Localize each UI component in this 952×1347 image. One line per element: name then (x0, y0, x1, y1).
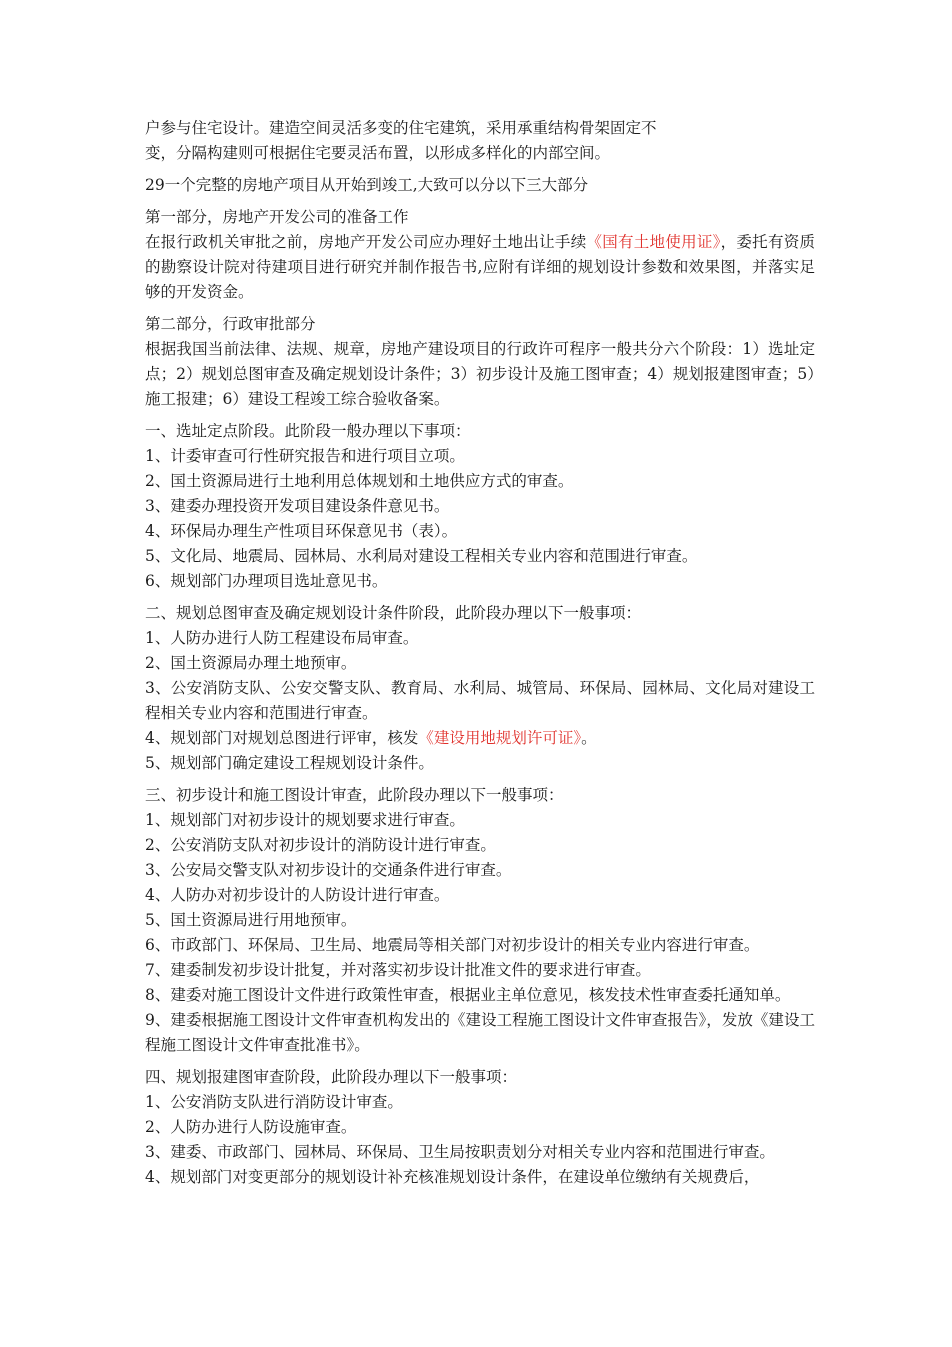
list-item: 5、规划部门确定建设工程规划设计条件。 (145, 754, 434, 772)
land-use-certificate-highlight: 《国有土地使用证》 (586, 233, 721, 251)
list-item: 3、公安消防支队、公安交警支队、教育局、水利局、城管局、环保局、园林局、文化局对建设工程相关专业内容和范围进行审查。 (145, 679, 815, 722)
stage3-section (145, 783, 815, 1058)
list-item: 2、国土资源局办理土地预审。 (145, 654, 357, 672)
list-item: 1、人防办进行人防工程建设布局审查。 (145, 629, 419, 647)
stage2-item4-after: 。 (581, 729, 597, 747)
part2-section (145, 312, 815, 412)
item-29 (145, 173, 815, 198)
list-item: 7、建委制发初步设计批复，并对落实初步设计批准文件的要求进行审查。 (145, 961, 651, 979)
list-item: 5、国土资源局进行用地预审。 (145, 911, 357, 929)
intro-line-1: 户参与住宅设计。建造空间灵活多变的住宅建筑，采用承重结构骨架固定不 (145, 119, 657, 137)
list-item: 4、规划部门对变更部分的规划设计补充核准规划设计条件，在建设单位缴纳有关规费后， (145, 1168, 760, 1186)
list-item: 4、环保局办理生产性项目环保意见书（表）。 (145, 522, 458, 540)
list-item: 4、人防办对初步设计的人防设计进行审查。 (145, 886, 450, 904)
list-item (145, 726, 815, 751)
part1-text-after: ，委托有资质的勘察设计院对待建项目进行研究并制作报告书,应附有详细的规划设计参数和效果图，并落实足够的开发资金。 (145, 233, 815, 301)
list-item: 6、规划部门办理项目选址意见书。 (145, 572, 388, 590)
stage1-heading: 一、选址定点阶段。此阶段一般办理以下事项： (145, 422, 471, 440)
stage1-section (145, 419, 815, 594)
list-item: 3、建委、市政部门、园林局、环保局、卫生局按职责划分对相关专业内容和范围进行审查。 (145, 1143, 775, 1161)
item-29-text: 29一个完整的房地产项目从开始到竣工,大致可以分以下三大部分 (145, 176, 589, 194)
list-item: 3、建委办理投资开发项目建设条件意见书。 (145, 497, 450, 515)
stage3-heading: 三、初步设计和施工图设计审查，此阶段办理以下一般事项： (145, 786, 564, 804)
list-item: 9、建委根据施工图设计文件审查机构发出的《建设工程施工图设计文件审查报告》，发放《建设工程施工图设计文件审查批准书》。 (145, 1011, 815, 1054)
part1-heading: 第一部分，房地产开发公司的准备工作 (145, 208, 409, 226)
part2-paragraph: 根据我国当前法律、法规、规章，房地产建设项目的行政许可程序一般共分六个阶段：1）选址定点；2）规划总图审查及确定规划设计条件；3）初步设计及施工图审查；4）规划报建图审查；5）施工报建；6）建设工程竣工综合验收备案。 (145, 340, 815, 408)
list-item: 2、国土资源局进行土地利用总体规划和土地供应方式的审查。 (145, 472, 574, 490)
stage4-section (145, 1065, 815, 1190)
list-item: 2、公安消防支队对初步设计的消防设计进行审查。 (145, 836, 496, 854)
document-page (145, 116, 815, 1197)
part2-heading: 第二部分，行政审批部分 (145, 315, 316, 333)
stage4-heading: 四、规划报建图审查阶段，此阶段办理以下一般事项： (145, 1068, 518, 1086)
planning-permit-highlight: 《建设用地规划许可证》 (418, 729, 582, 747)
stage2-heading: 二、规划总图审查及确定规划设计条件阶段，此阶段办理以下一般事项： (145, 604, 642, 622)
list-item: 1、规划部门对初步设计的规划要求进行审查。 (145, 811, 465, 829)
part1-text-before: 在报行政机关审批之前，房地产开发公司应办理好土地出让手续 (145, 233, 587, 251)
stage2-section (145, 601, 815, 776)
list-item: 6、市政部门、环保局、卫生局、地震局等相关部门对初步设计的相关专业内容进行审查。 (145, 936, 760, 954)
list-item: 2、人防办进行人防设施审查。 (145, 1118, 357, 1136)
part1-paragraph (145, 230, 815, 305)
list-item: 5、文化局、地震局、园林局、水利局对建设工程相关专业内容和范围进行审查。 (145, 547, 698, 565)
list-item: 3、公安局交警支队对初步设计的交通条件进行审查。 (145, 861, 512, 879)
list-item: 1、公安消防支队进行消防设计审查。 (145, 1093, 403, 1111)
intro-paragraph (145, 116, 815, 166)
list-item: 1、计委审查可行性研究报告和进行项目立项。 (145, 447, 465, 465)
list-item: 8、建委对施工图设计文件进行政策性审查，根据业主单位意见，核发技术性审查委托通知单。 (145, 986, 791, 1004)
intro-line-2: 变，分隔构建则可根据住宅要灵活布置，以形成多样化的内部空间。 (145, 144, 611, 162)
stage2-item4-before: 4、规划部门对规划总图进行评审，核发 (145, 729, 419, 747)
part1-section (145, 205, 815, 305)
